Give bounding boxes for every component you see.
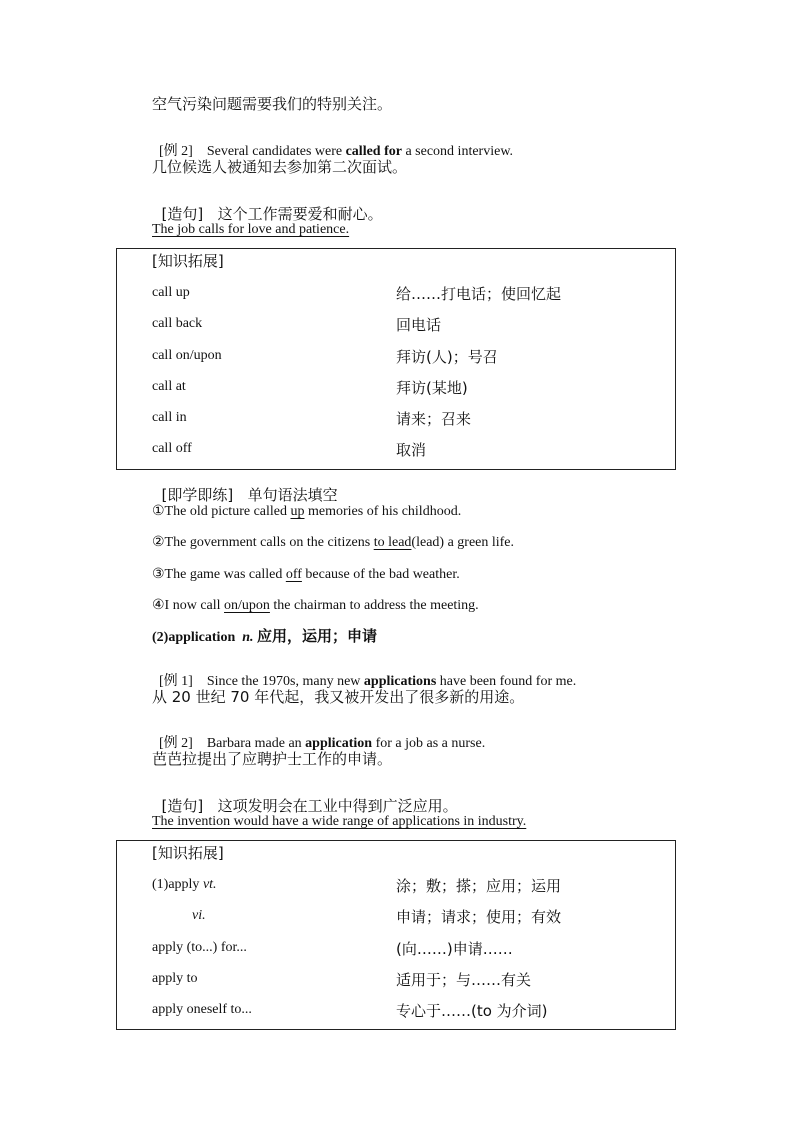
phrase-zh: 申请；请求；使用；有效 [396, 908, 562, 926]
example-keyword: called for [345, 144, 402, 159]
section-heading-application [152, 629, 377, 645]
zaoju-2-answer: The invention would have a wide range of applications in industry. [152, 814, 527, 829]
phrase-en: call off [152, 441, 192, 456]
example-text-tail: for a job as a nurse. [372, 736, 486, 751]
example-2b-translation: 芭芭拉提出了应聘护士工作的申请。 [152, 750, 393, 768]
phrase-en: apply oneself to... [152, 1002, 252, 1017]
phrase-zh: 回电话 [396, 316, 442, 334]
example-2-application [152, 723, 485, 751]
example-text: Barbara made an [206, 736, 306, 751]
phrase-zh: 拜访(人)；号召 [396, 348, 498, 366]
question-text-tail: (lead) a green life. [411, 535, 515, 550]
example-tag: [例 1] [159, 674, 193, 689]
example-1-translation: 从 20 世纪 70 年代起，我又被开发出了很多新的用途。 [152, 688, 525, 706]
answer-blank: on/upon [224, 598, 270, 613]
phrase-en: call up [152, 285, 190, 300]
heading-pos: n. [242, 630, 254, 645]
question-text-tail: because of the bad weather. [301, 567, 460, 582]
zaoju-prompt: 这项发明会在工业中得到广泛应用。 [217, 797, 458, 815]
answer-blank: up [290, 504, 305, 519]
practice-tag: [即学即练] [161, 486, 234, 504]
phrase-en: apply to [152, 971, 198, 986]
example-keyword: applications [363, 674, 437, 689]
phrase-en [152, 877, 217, 893]
example-text: Since the 1970s, many new [206, 674, 364, 689]
question-1 [152, 505, 461, 519]
question-text-tail: the chairman to address the meeting. [269, 598, 479, 613]
phrase-en: call at [152, 379, 186, 394]
practice-header [152, 473, 338, 503]
example-text-tail: have been found for me. [436, 674, 577, 689]
phrase-zh: 请来；召来 [396, 410, 472, 428]
example-keyword: application [305, 736, 373, 751]
question-2 [152, 536, 514, 550]
question-text: ③The game was called [152, 567, 286, 582]
phrase-en: apply (to...) for... [152, 940, 247, 955]
phrase-word: (1)apply [152, 877, 203, 892]
example-tag: [例 2] [159, 736, 193, 751]
example-1-application [152, 661, 576, 689]
knowledge-box-title: [知识拓展] [152, 844, 224, 862]
phrase-en: call on/upon [152, 348, 222, 363]
phrase-pos: vi. [192, 908, 206, 923]
question-text-tail: memories of his childhood. [304, 504, 462, 519]
heading-word: (2)application [152, 630, 236, 645]
intro-sentence: 空气污染问题需要我们的特别关注。 [152, 95, 393, 113]
question-3 [152, 568, 460, 582]
example-2-call-for [152, 131, 513, 159]
question-text: ①The old picture called [152, 504, 291, 519]
question-4 [152, 599, 479, 613]
phrase-zh: (向……)申请…… [396, 940, 513, 958]
zaoju-1-answer: The job calls for love and patience. [152, 222, 350, 237]
phrase-zh: 给……打电话；使回忆起 [396, 285, 562, 303]
phrase-zh: 适用于；与……有关 [396, 971, 532, 989]
question-text: ②The government calls on the citizens [152, 535, 374, 550]
knowledge-box-title: [知识拓展] [152, 252, 224, 270]
practice-title: 单句语法填空 [247, 486, 338, 504]
answer-blank: off [285, 567, 302, 582]
phrase-zh: 拜访(某地) [396, 379, 468, 397]
example-text-tail: a second interview. [401, 144, 514, 159]
phrase-en: call in [152, 410, 187, 425]
phrase-en: call back [152, 316, 203, 331]
zaoju-2 [152, 784, 458, 814]
phrase-zh: 取消 [396, 441, 427, 459]
phrase-pos: vt. [202, 877, 217, 892]
zaoju-1 [152, 192, 383, 222]
zaoju-prompt: 这个工作需要爱和耐心。 [217, 205, 383, 223]
heading-meaning: 应用，运用；申请 [257, 627, 378, 645]
example-tag: [例 2] [159, 144, 193, 159]
question-text: ④I now call [152, 598, 225, 613]
phrase-en [192, 908, 206, 924]
phrase-zh: 专心于……(to 为介词) [396, 1002, 548, 1020]
zaoju-tag: [造句] [161, 797, 204, 815]
zaoju-tag: [造句] [161, 205, 204, 223]
phrase-zh: 涂；敷；搽；应用；运用 [396, 877, 562, 895]
example-text: Several candidates were [206, 144, 346, 159]
example-2-translation: 几位候选人被通知去参加第二次面试。 [152, 158, 408, 176]
answer-blank: to lead [373, 535, 412, 550]
